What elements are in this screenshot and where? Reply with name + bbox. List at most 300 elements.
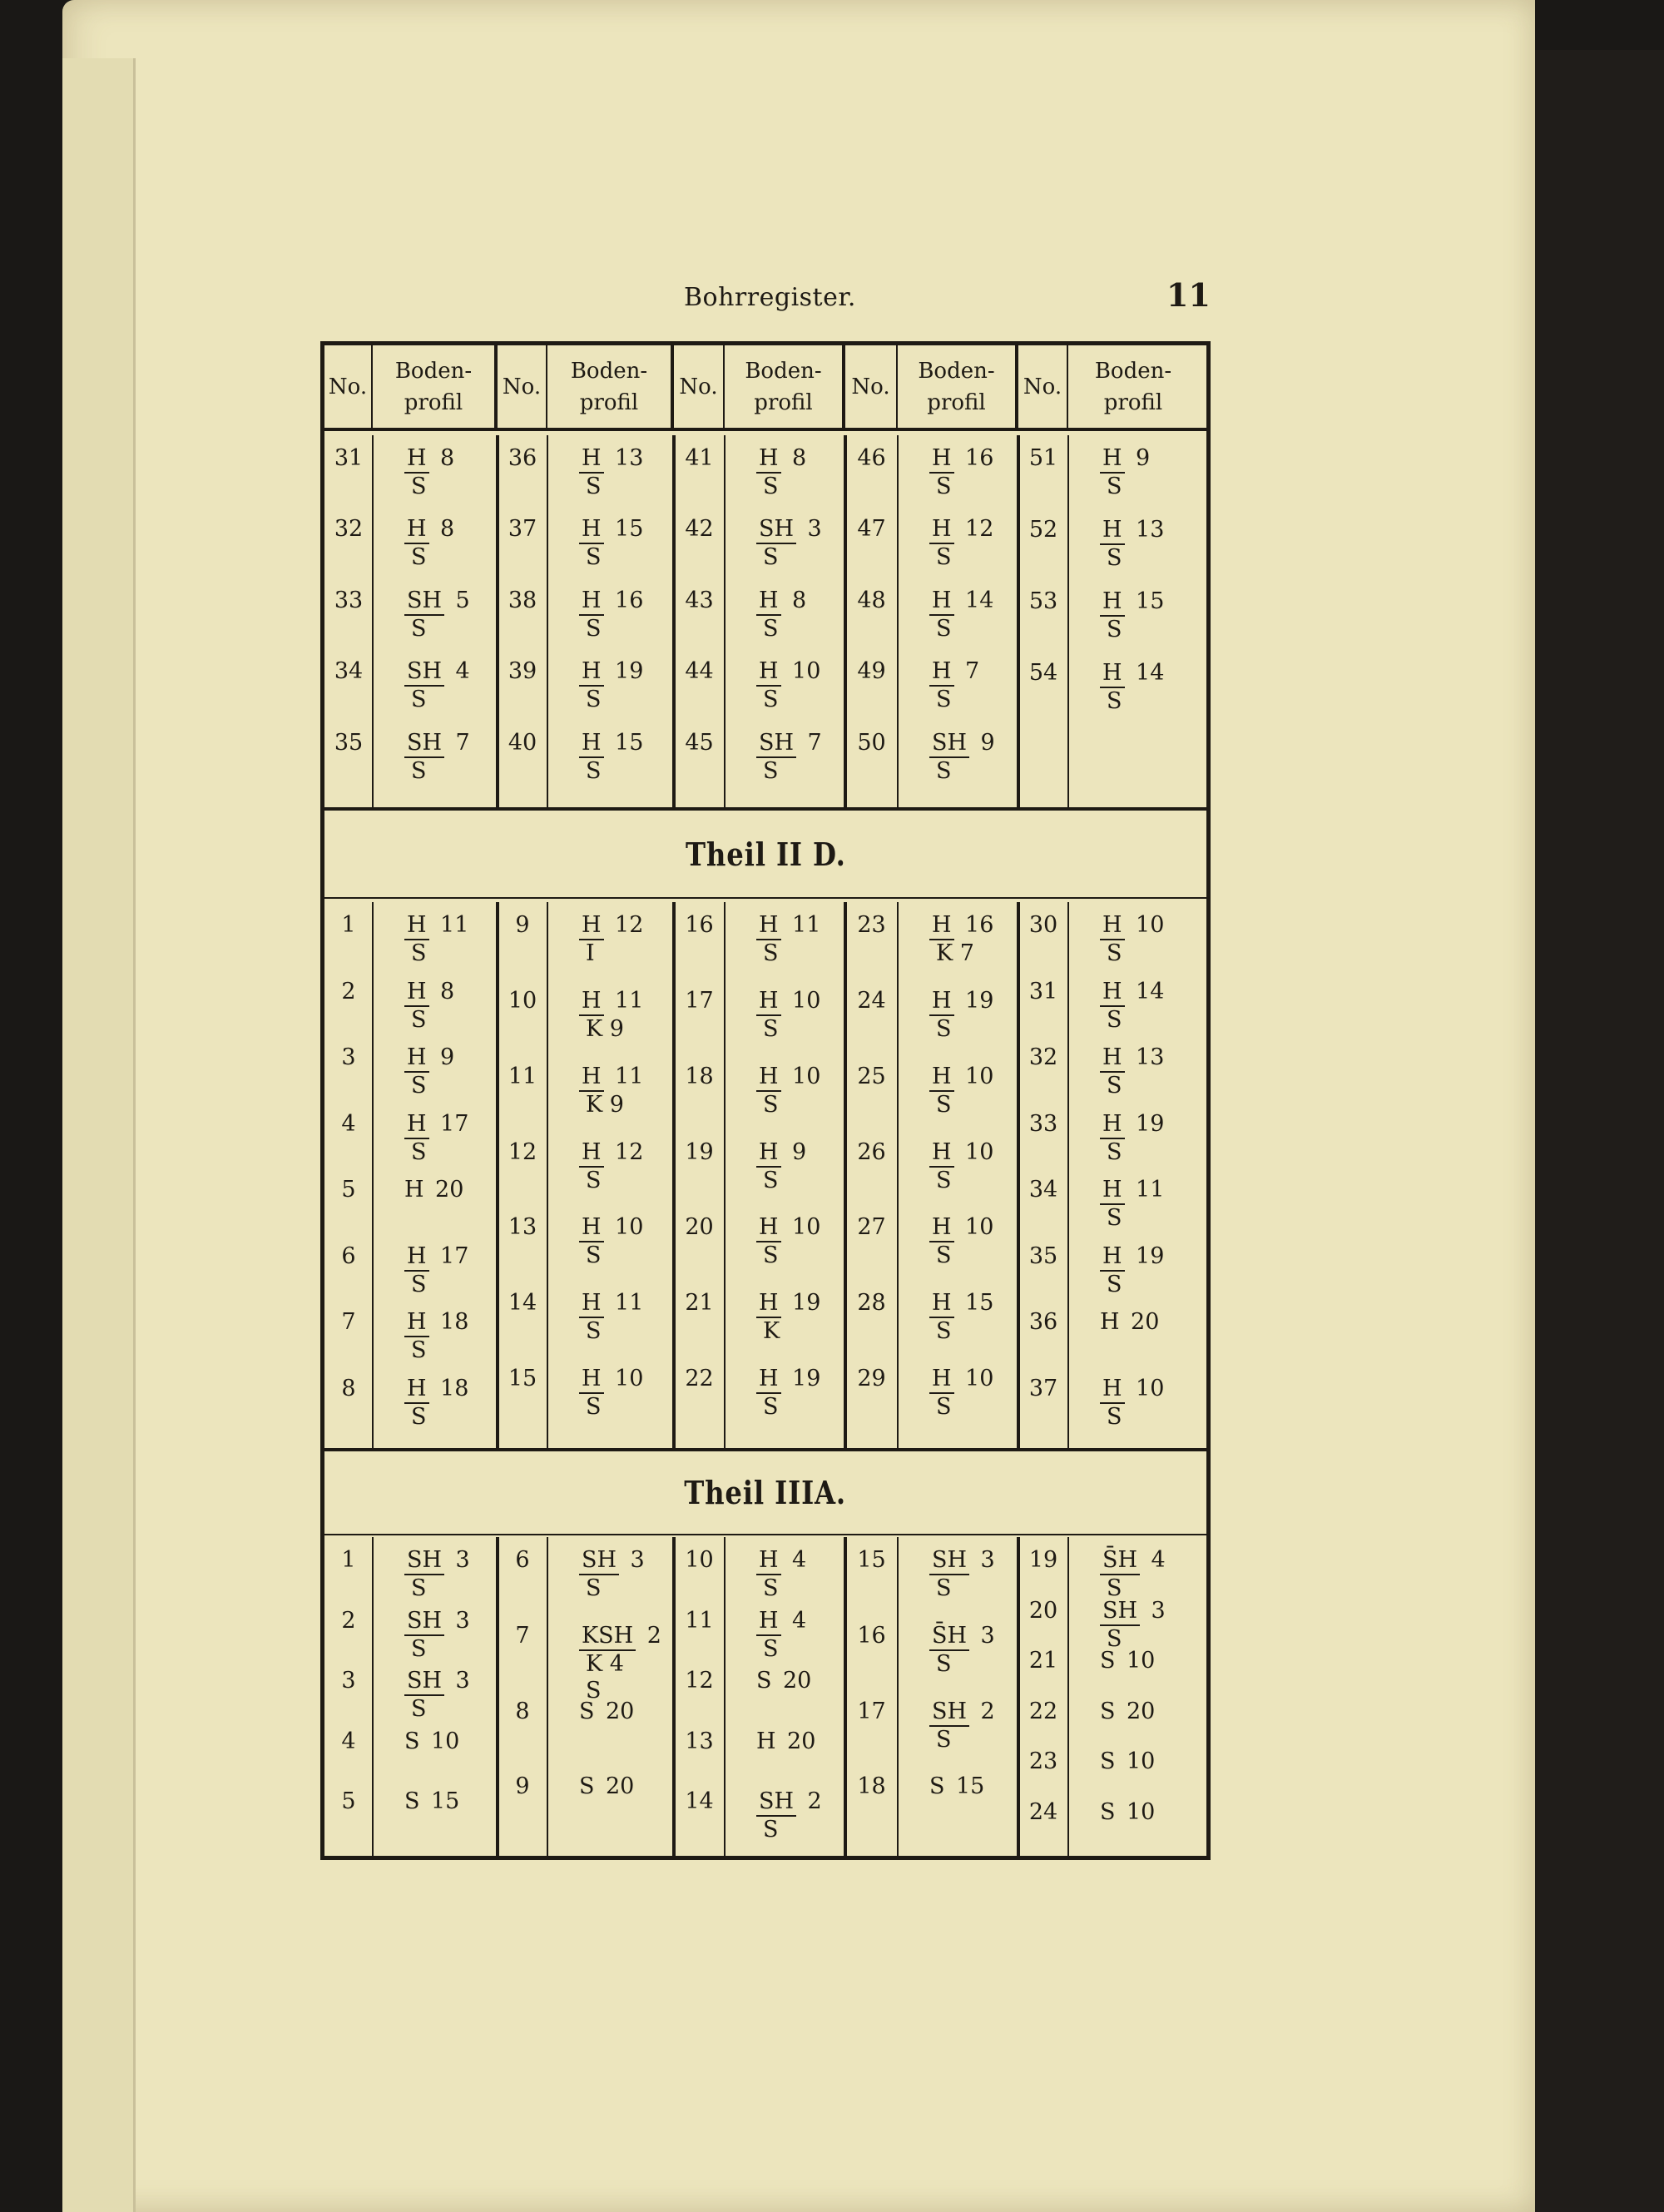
bore-number: 30 [1028, 912, 1058, 938]
profile-lower-layer: S [411, 1337, 427, 1363]
profile-lower-layer: S [763, 687, 779, 713]
bore-number: 3 [341, 1044, 356, 1070]
bore-number: 39 [508, 658, 537, 685]
profile-lower-layer: S [936, 687, 952, 713]
profile-top-layer: H [929, 658, 954, 687]
bore-number: 11 [508, 1063, 537, 1089]
profile-top-layer: SH [1100, 1598, 1140, 1626]
profile-lower-layer: S [586, 544, 602, 571]
profile-depth-value: 3 [969, 1622, 995, 1649]
profile-depth-value: 3 [444, 1607, 470, 1634]
bore-number: 14 [508, 1290, 537, 1317]
profile-depth-value: 8 [780, 445, 807, 471]
profile-depth-value: 20 [594, 1773, 635, 1800]
profile-lower-layer: S [586, 1575, 602, 1601]
bore-number: 13 [685, 1728, 714, 1754]
soil-profile [929, 588, 993, 642]
profile-depth-value: 11 [1124, 1177, 1165, 1203]
profile-lower-layer: S [936, 1726, 952, 1753]
profile-top-layer: H [404, 1243, 429, 1272]
soil-profile [579, 1064, 643, 1118]
bore-number: 24 [857, 987, 886, 1014]
bore-number: 7 [515, 1622, 530, 1649]
bore-number: 15 [508, 1366, 537, 1392]
bore-number: 17 [685, 987, 714, 1014]
profile-lower-layer: S [586, 1167, 602, 1193]
profile-lower-layer: S [586, 1677, 602, 1704]
profile-depth-value: 19 [1124, 1242, 1165, 1269]
profile-top-layer: S [579, 1698, 595, 1724]
col-header-profil: Boden- profil [373, 345, 498, 428]
soil-profile [1100, 660, 1164, 715]
bore-number: 20 [685, 1214, 714, 1241]
bore-number: 26 [857, 1138, 886, 1165]
profile-depth-value: 5 [444, 587, 470, 613]
profile-depth-value: 11 [603, 1290, 644, 1317]
soil-profile [579, 1366, 643, 1421]
profile-top-layer: H [929, 588, 954, 616]
profile-top-layer: H [404, 1376, 429, 1404]
bore-number: 41 [685, 445, 714, 471]
profile-top-layer: SH [404, 730, 444, 758]
profile-top-layer: H [579, 658, 604, 687]
soil-profile [929, 1773, 984, 1800]
bore-register-table [320, 341, 1211, 1860]
soil-profile [929, 1699, 995, 1753]
bore-number: 3 [341, 1668, 356, 1694]
profile-depth-value: 11 [780, 912, 821, 938]
column-rule [547, 1537, 548, 1856]
profile-top-layer: H [1100, 1309, 1120, 1335]
profile-depth-value: 7 [444, 729, 470, 756]
bore-number: 24 [1028, 1798, 1058, 1825]
bore-number: 22 [685, 1366, 714, 1392]
profile-top-layer: H [1100, 1243, 1125, 1272]
col-header-no: No. [498, 345, 547, 428]
profile-top-layer: H [929, 912, 954, 940]
bore-number: 8 [341, 1375, 356, 1401]
soil-profile [1100, 1748, 1155, 1775]
profile-lower-layer: S [1107, 1138, 1122, 1165]
soil-profile [929, 1214, 993, 1269]
bore-number: 21 [685, 1290, 714, 1317]
profile-lower-layer: S [586, 757, 602, 784]
soil-profile [404, 1243, 468, 1298]
profile-depth-value: 19 [780, 1290, 821, 1317]
profile-depth-value: 2 [636, 1622, 661, 1649]
profile-top-layer: S [1100, 1798, 1116, 1825]
page-number: 11 [1166, 276, 1211, 314]
profile-top-layer: H [579, 1139, 604, 1168]
soil-profile [756, 730, 822, 785]
profile-depth-value: 8 [428, 445, 455, 471]
bore-number: 6 [515, 1547, 530, 1573]
soil-profile [404, 1547, 470, 1602]
profile-lower-layer: S [1107, 617, 1122, 642]
soil-profile [756, 1214, 820, 1269]
bore-number: 47 [857, 516, 886, 543]
profile-lower-layer: S [586, 1242, 602, 1269]
soil-profile [579, 516, 643, 571]
profile-top-layer: H [1100, 588, 1125, 617]
profile-top-layer: H [579, 1290, 604, 1318]
profile-depth-value: 10 [780, 1063, 821, 1089]
bore-number: 33 [1028, 1110, 1058, 1137]
bore-number: 32 [334, 516, 364, 543]
bore-number: 22 [1028, 1698, 1058, 1724]
profile-top-layer: H [1100, 1111, 1125, 1139]
profile-top-layer: H [929, 1139, 954, 1168]
book-spine [1535, 50, 1664, 2212]
soil-profile [1100, 1044, 1164, 1099]
profile-lower-layer: K 9 [586, 1091, 624, 1118]
bore-number: 42 [685, 516, 714, 543]
soil-profile [1100, 912, 1164, 967]
bore-number: 7 [341, 1309, 356, 1335]
profile-depth-value: 13 [1124, 517, 1165, 543]
profile-lower-layer: S [763, 1817, 779, 1843]
profile-lower-layer: S [586, 474, 602, 499]
col-header-no: No. [324, 345, 373, 428]
bore-number: 13 [508, 1214, 537, 1241]
profile-lower-layer: S [586, 1318, 602, 1345]
bore-number: 17 [857, 1698, 886, 1724]
soil-profile [579, 1290, 643, 1345]
profile-depth-value: 4 [444, 658, 470, 685]
bore-number: 38 [508, 587, 537, 613]
profile-lower-layer: S [763, 1394, 779, 1421]
profile-lower-layer: S [763, 1091, 779, 1118]
profile-lower-layer: S [763, 1015, 779, 1042]
profile-top-layer: SH [756, 730, 796, 758]
profile-top-layer: H [756, 1547, 781, 1575]
bore-number: 8 [515, 1698, 530, 1724]
soil-profile [756, 516, 822, 571]
bore-number: 29 [857, 1366, 886, 1392]
profile-lower-layer: S [411, 544, 427, 571]
bore-number: 16 [857, 1622, 886, 1649]
profile-depth-value: 15 [1124, 588, 1165, 614]
profile-depth-value: 14 [953, 587, 994, 613]
profile-depth-value: 9 [780, 1138, 807, 1165]
profile-depth-value: 2 [969, 1698, 995, 1724]
profile-depth-value: 10 [419, 1728, 460, 1754]
profile-depth-value: 19 [780, 1366, 821, 1392]
profile-depth-value: 4 [780, 1547, 807, 1573]
bore-number: 21 [1028, 1648, 1058, 1674]
bore-number: 19 [1028, 1547, 1058, 1573]
profile-top-layer: H [1100, 1376, 1125, 1404]
soil-profile [579, 588, 643, 642]
profile-lower-layer: S [1107, 1271, 1122, 1297]
profile-depth-value: 20 [775, 1728, 816, 1754]
soil-profile [1100, 445, 1150, 500]
profile-depth-value: 16 [953, 445, 994, 471]
profile-depth-value: 15 [603, 516, 644, 543]
profile-lower-layer: I [586, 940, 595, 966]
profile-depth-value: 10 [780, 987, 821, 1014]
bore-number: 9 [515, 1773, 530, 1800]
profile-depth-value: 10 [603, 1214, 644, 1241]
soil-profile [404, 1668, 470, 1723]
bore-number: 2 [341, 1607, 356, 1634]
soil-profile [404, 1177, 463, 1203]
soil-profile [579, 1214, 643, 1269]
soil-profile [404, 1309, 468, 1364]
profile-lower-layer: S [1107, 1403, 1122, 1430]
bore-number: 37 [508, 516, 537, 543]
bore-number: 37 [1028, 1375, 1058, 1401]
bore-number: 6 [341, 1242, 356, 1269]
profile-lower-layer: S [936, 1318, 952, 1345]
profile-lower-layer: S [411, 474, 427, 499]
soil-profile [404, 658, 470, 713]
profile-lower-layer: S [1107, 940, 1122, 966]
profile-depth-value: 13 [603, 445, 644, 471]
soil-profile [929, 988, 993, 1043]
soil-profile [579, 1547, 645, 1602]
bore-number: 27 [857, 1214, 886, 1241]
profile-top-layer: SH [579, 1547, 619, 1575]
profile-depth-value: 10 [1115, 1798, 1156, 1825]
profile-top-layer: S [1100, 1748, 1116, 1774]
profile-top-layer: H [756, 445, 781, 474]
profile-lower-layer: S [763, 544, 779, 571]
profile-top-layer: H [929, 445, 954, 474]
bore-number: 35 [1028, 1242, 1058, 1269]
profile-depth-value: 14 [1124, 978, 1165, 1004]
profile-depth-value: 12 [953, 516, 994, 543]
bore-number: 23 [1028, 1748, 1058, 1774]
bore-number: 49 [857, 658, 886, 685]
bore-number: 18 [685, 1063, 714, 1089]
profile-lower-layer: S [411, 1575, 427, 1601]
soil-profile [756, 1788, 822, 1843]
soil-profile [756, 1139, 806, 1194]
soil-profile [929, 1547, 995, 1602]
table-header [324, 345, 1206, 431]
soil-profile [1100, 1699, 1155, 1725]
bore-number: 33 [334, 587, 364, 613]
profile-top-layer: H [756, 588, 781, 616]
profile-top-layer: H [1100, 517, 1125, 545]
profile-top-layer: H [404, 912, 429, 940]
soil-profile [1100, 1547, 1166, 1602]
profile-top-layer: H [756, 1608, 781, 1636]
profile-depth-value: 4 [1140, 1547, 1166, 1573]
profile-depth-value: 20 [1119, 1309, 1160, 1335]
profile-depth-value: 3 [1140, 1597, 1166, 1624]
profile-top-layer: S̄H [929, 1623, 969, 1651]
bore-number: 1 [341, 1547, 356, 1573]
profile-top-layer: SH [404, 1668, 444, 1696]
soil-profile [929, 445, 993, 500]
profile-top-layer: SH [929, 1547, 969, 1575]
soil-profile [404, 1111, 468, 1166]
profile-top-layer: H [756, 1139, 781, 1168]
bore-number: 36 [1028, 1309, 1058, 1335]
col-header-no: No. [1018, 345, 1068, 428]
profile-depth-value: 13 [1124, 1044, 1165, 1070]
profile-depth-value: 11 [428, 912, 469, 938]
profile-lower-layer: S [936, 757, 952, 784]
profile-depth-value: 8 [428, 516, 455, 543]
profile-top-layer: H [579, 988, 604, 1016]
profile-top-layer: S [756, 1668, 772, 1694]
profile-lower-layer: S [1107, 1006, 1122, 1033]
soil-profile [756, 988, 820, 1043]
facing-page-edge [62, 58, 136, 2212]
soil-profile [929, 912, 993, 967]
profile-depth-value: 10 [953, 1063, 994, 1089]
profile-lower-layer: S [1107, 688, 1122, 714]
soil-profile [404, 730, 470, 785]
profile-depth-value: 10 [1124, 912, 1165, 938]
soil-profile [404, 1376, 468, 1431]
bore-number: 31 [1028, 978, 1058, 1004]
column-rule [1017, 435, 1020, 807]
profile-top-layer: SH [929, 730, 969, 758]
profile-depth-value: 18 [428, 1309, 469, 1335]
soil-profile [579, 445, 643, 500]
profile-lower-layer: S [411, 757, 427, 784]
soil-profile [756, 445, 806, 500]
profile-lower-layer: S [936, 544, 952, 571]
profile-lower-layer: S [763, 1575, 779, 1601]
bore-number: 14 [685, 1788, 714, 1815]
bore-number: 40 [508, 729, 537, 756]
profile-top-layer: H [929, 1366, 954, 1394]
profile-lower-layer: S [1107, 545, 1122, 571]
profile-depth-value: 16 [603, 587, 644, 613]
soil-profile [1100, 1598, 1166, 1653]
soil-profile [1100, 1376, 1164, 1431]
profile-lower-layer: S [936, 1242, 952, 1269]
profile-lower-layer: S [411, 687, 427, 713]
profile-depth-value: 10 [780, 658, 821, 685]
soil-profile [579, 988, 643, 1043]
col-header-profil: Boden- profil [1094, 358, 1172, 415]
profile-depth-value: 15 [944, 1773, 985, 1800]
profile-top-layer: H [756, 1366, 781, 1394]
profile-lower-layer: S [586, 1394, 602, 1421]
profile-lower-layer: S [1107, 1073, 1122, 1099]
bore-number: 23 [857, 912, 886, 938]
soil-profile [756, 912, 820, 967]
soil-profile [1100, 1309, 1159, 1336]
bore-number: 12 [508, 1138, 537, 1165]
bore-number: 25 [857, 1063, 886, 1089]
column-rule [1067, 435, 1069, 807]
profile-top-layer: S [929, 1773, 945, 1800]
profile-lower-layer: S [1107, 1625, 1122, 1652]
soil-profile [404, 979, 454, 1034]
soil-profile [929, 516, 993, 571]
bore-number: 16 [685, 912, 714, 938]
soil-profile [1100, 1111, 1164, 1166]
profile-depth-value: 19 [953, 987, 994, 1014]
profile-depth-value: 18 [428, 1375, 469, 1401]
bore-number: 52 [1028, 517, 1058, 543]
soil-profile [756, 588, 806, 642]
profile-top-layer: SH [404, 588, 444, 616]
soil-profile [756, 658, 820, 713]
profile-depth-value: 11 [603, 987, 644, 1014]
column-rule [844, 1537, 847, 1856]
profile-depth-value: 4 [780, 1607, 807, 1634]
profile-depth-value: 3 [969, 1547, 995, 1573]
profile-depth-value: 10 [1115, 1648, 1156, 1674]
bore-number: 43 [685, 587, 714, 613]
col-header-profil: Boden- profil [547, 345, 674, 428]
bore-number: 5 [341, 1177, 356, 1203]
profile-depth-value: 10 [780, 1214, 821, 1241]
soil-profile [579, 1699, 634, 1725]
profile-lower-layer: S [763, 1635, 779, 1662]
profile-lower-layer: S [411, 940, 427, 966]
profile-top-layer: H [756, 658, 781, 687]
profile-depth-value: 20 [594, 1698, 635, 1724]
profile-lower-layer: S [411, 1073, 427, 1099]
bore-number: 10 [685, 1547, 714, 1573]
running-head: Bohrregister. [684, 283, 856, 312]
soil-profile [404, 1728, 459, 1755]
profile-depth-value: 9 [1124, 445, 1151, 471]
profile-depth-value: 3 [619, 1547, 645, 1573]
profile-depth-value: 8 [428, 978, 455, 1004]
profile-top-layer: S [579, 1773, 595, 1800]
section-heading-band [324, 807, 1206, 899]
bore-number: 46 [857, 445, 886, 471]
section-title: Theil IIIA. [684, 1474, 847, 1511]
profile-top-layer: H [929, 1214, 954, 1242]
profile-top-layer: S [1100, 1648, 1116, 1674]
profile-depth-value: 19 [603, 658, 644, 685]
profile-lower-layer: S [411, 1006, 427, 1033]
profile-lower-layer: S [411, 1635, 427, 1662]
profile-top-layer: H [756, 1290, 781, 1318]
profile-top-layer: H [579, 1064, 604, 1092]
profile-depth-value: 20 [771, 1668, 812, 1694]
col-header-profil: Boden- profil [725, 345, 845, 428]
section-title: Theil II D. [685, 835, 846, 873]
soil-profile [404, 588, 470, 642]
profile-top-layer: S [404, 1728, 420, 1754]
profile-lower-layer: S [411, 1403, 427, 1430]
profile-top-layer: H [404, 1111, 429, 1139]
bore-number: 48 [857, 587, 886, 613]
profile-top-layer: SH [404, 658, 444, 687]
bore-number: 20 [1028, 1597, 1058, 1624]
bore-number: 32 [1028, 1044, 1058, 1070]
profile-depth-value: 15 [419, 1788, 460, 1815]
soil-profile [579, 1139, 643, 1194]
soil-profile [1100, 517, 1164, 572]
soil-profile [1100, 1243, 1164, 1298]
profile-lower-layer: S [586, 615, 602, 642]
bore-number: 44 [685, 658, 714, 685]
soil-profile [929, 730, 995, 785]
soil-profile [404, 1044, 454, 1099]
profile-depth-value: 11 [603, 1063, 644, 1089]
bore-number: 9 [515, 912, 530, 938]
profile-top-layer: H [929, 988, 954, 1016]
soil-profile [579, 730, 643, 785]
bore-number: 19 [685, 1138, 714, 1165]
profile-lower-layer: S [411, 1138, 427, 1165]
profile-top-layer: H [579, 1214, 604, 1242]
bore-number: 50 [857, 729, 886, 756]
